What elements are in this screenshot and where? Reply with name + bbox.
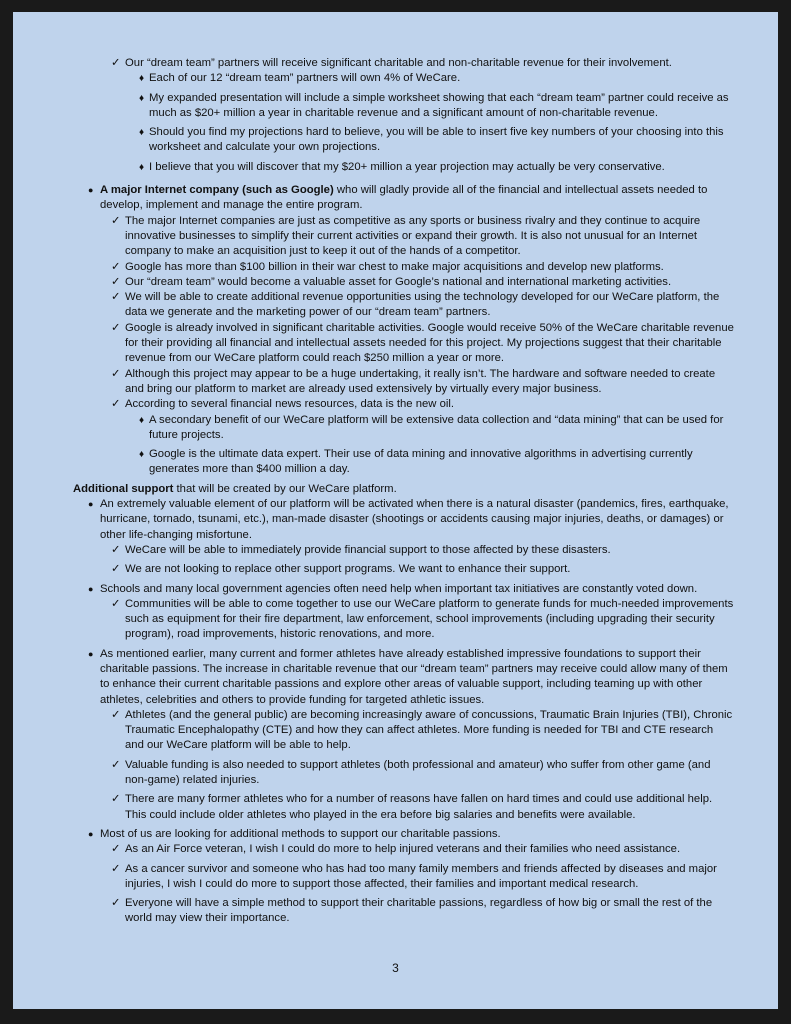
diamond-item (61, 160, 734, 175)
bullet-icon: ● (88, 583, 94, 594)
section-heading (61, 482, 734, 497)
check-icon: ✓ (111, 398, 121, 411)
check-icon: ✓ (111, 260, 121, 273)
diamond-icon: ♦ (139, 92, 145, 104)
item-text: WeCare will be able to immediately provide financial support to those affected by these disasters. (125, 543, 611, 556)
check-icon: ✓ (111, 275, 121, 288)
item-text: As an Air Force veteran, I wish I could do more to help injured veterans and their families who need assistance. (125, 843, 681, 856)
check-item (61, 842, 734, 857)
diamond-item (61, 413, 734, 444)
item-text: Schools and many local government agencies often need help when important tax initiatives are constantly voted down. (100, 582, 698, 595)
item-text: Although this project may appear to be a huge undertaking, it really isn’t. The hardware and software needed to create and bring our platform to market are already used extensively by virtually every major business. (125, 367, 716, 395)
diamond-icon: ♦ (139, 161, 145, 173)
item-text: Valuable funding is also needed to support athletes (both professional and amateur) who suffer from other game (and non-game) related injuries. (125, 758, 711, 787)
bullet-icon: ● (88, 828, 94, 839)
check-icon: ✓ (111, 214, 121, 227)
check-item (61, 397, 734, 412)
bold-lead-text: A major Internet company (such as Google) (100, 184, 334, 197)
check-item (61, 214, 734, 260)
item-text: As a cancer survivor and someone who has had too many family members and friends affected by diseases and major injuries, I wish I could do more to support those affected, their families and important medical research. (125, 862, 717, 890)
check-icon: ✓ (111, 843, 121, 856)
bullet-icon: ● (88, 648, 94, 659)
page-number: 3 (392, 961, 399, 975)
check-icon: ✓ (111, 862, 121, 875)
bullet-icon: ● (88, 499, 94, 510)
diamond-icon: ♦ (139, 73, 145, 85)
check-icon: ✓ (111, 321, 121, 334)
check-icon: ✓ (111, 57, 121, 69)
bullet-item (61, 183, 734, 214)
check-icon: ✓ (111, 563, 121, 576)
item-text: My expanded presentation will include a simple worksheet showing that each “dream team” partner could receive as much as $20+ million a year in charitable revenue and a significant amount of non-charitable revenue. (149, 91, 729, 119)
item-text: Athletes (and the general public) are becoming increasingly aware of concussions, Traumatic Brain Injuries (TBI), Chronic Traumatic Encephalopathy (CTE) and how they can affect athletes. More funding is needed for TBI and CTE research and our WeCare platform will be able to help. (125, 708, 733, 752)
document-page (13, 12, 778, 1009)
check-item (61, 260, 734, 275)
item-text: Each of our 12 “dream team” partners will own 4% of WeCare. (149, 72, 461, 85)
item-text: I believe that you will discover that my $20+ million a year projection may actually be very conservative. (149, 160, 665, 173)
item-text: Communities will be able to come together to use our WeCare platform to generate funds for much-needed improvements such as equipment for their fire department, law enforcement, school improvements (including upgrading their security program), road improvements, historic renovations, and more. (125, 597, 734, 641)
diamond-item (61, 91, 734, 122)
item-text: Everyone will have a simple method to support their charitable passions, regardless of how big or small the rest of the world may view their importance. (125, 897, 713, 925)
item-text: There are many former athletes who for a number of reasons have fallen on hard times and could use additional help. This could include older athletes who played in the era before big salaries and benefits were available. (125, 793, 713, 821)
check-icon: ✓ (111, 543, 121, 556)
check-icon: ✓ (111, 597, 121, 610)
item-text: An extremely valuable element of our platform will be activated when there is a natural disaster (pandemics, fires, earthquake, hurricane, tornado, tsunami, etc.), man-made disaster (shootings or accidents causing major injuries, deaths, or damages) or other life-changing misfortune. (100, 498, 729, 541)
check-item (61, 597, 734, 643)
check-item (61, 543, 734, 558)
item-text: According to several financial news resources, data is the new oil. (125, 398, 455, 411)
bullet-item (61, 647, 734, 708)
item-text: A secondary benefit of our WeCare platform will be extensive data collection and “data mining” that can be used for future projects. (149, 413, 724, 441)
bullet-item (61, 497, 734, 543)
check-item (61, 367, 734, 398)
check-icon: ✓ (111, 367, 121, 380)
check-icon: ✓ (111, 291, 121, 304)
check-item (61, 562, 734, 577)
diamond-item (61, 125, 734, 156)
bullet-item (61, 827, 734, 842)
bullet-item (61, 582, 734, 597)
item-text: As mentioned earlier, many current and former athletes have already established impressive foundations to support their charitable passions. The increase in charitable revenue that our “dream team” partners may receive could allow many of them to enhance their current charitable passions and explore other areas of valuable support, including teaming up with other athletes, celebrities and others to provide funding for targeted athletic issues. (100, 647, 728, 706)
diamond-icon: ♦ (139, 414, 145, 426)
check-icon: ✓ (111, 708, 121, 721)
item-text: that will be created by our WeCare platform. (173, 482, 397, 495)
diamond-icon: ♦ (139, 449, 145, 461)
document-content (61, 56, 734, 927)
diamond-item (61, 71, 734, 86)
bold-lead-text: Additional support (73, 482, 174, 495)
check-item (61, 896, 734, 927)
diamond-icon: ♦ (139, 127, 145, 139)
diamond-item (61, 447, 734, 478)
check-item (61, 862, 734, 893)
check-icon: ✓ (111, 793, 121, 806)
item-text: Google has more than $100 billion in their war chest to make major acquisitions and develop new platforms. (125, 260, 664, 273)
check-item (61, 290, 734, 321)
item-text: Google is already involved in significant charitable activities. Google would receive 50% of the WeCare charitable revenue for their providing all financial and intellectual assets needed for this project. My projections suggest that their charitable revenue from our WeCare platform could reach $250 million a year or more. (125, 321, 734, 365)
check-icon: ✓ (111, 758, 121, 771)
item-text: who will gladly provide all of the financial and intellectual assets needed to develop, implement and manage the entire program. (100, 184, 708, 212)
check-item (61, 321, 734, 367)
item-text: Our “dream team” partners will receive significant charitable and non-charitable revenue for their involvement. (125, 57, 672, 69)
item-text: The major Internet companies are just as competitive as any sports or business rivalry and they continue to acquire innovative businesses to simplify their current activities or expand their growth. It is also not unusual for an Internet company to make an acquisition just to keep it out of the hands of a competitor. (125, 214, 701, 258)
item-text: Should you find my projections hard to believe, you will be able to insert five key numbers of your choosing into this worksheet and calculate your own projections. (149, 126, 724, 154)
item-text: We will be able to create additional revenue opportunities using the technology developed for our WeCare platform, the data we generate and the marketing power of our “dream team” partners. (125, 291, 720, 319)
item-text: Google is the ultimate data expert. Their use of data mining and innovative algorithms in advertising currently generates more than $400 million a day. (149, 448, 693, 476)
check-item (61, 792, 734, 823)
item-text: We are not looking to replace other support programs. We want to enhance their support. (125, 563, 571, 576)
check-icon: ✓ (111, 897, 121, 910)
check-item (61, 708, 734, 754)
bullet-icon: ● (88, 185, 94, 196)
check-item (61, 758, 734, 789)
check-item (61, 56, 734, 71)
item-text: Our “dream team” would become a valuable asset for Google’s national and international marketing activities. (125, 275, 672, 288)
item-text: Most of us are looking for additional methods to support our charitable passions. (100, 827, 501, 840)
check-item (61, 275, 734, 290)
